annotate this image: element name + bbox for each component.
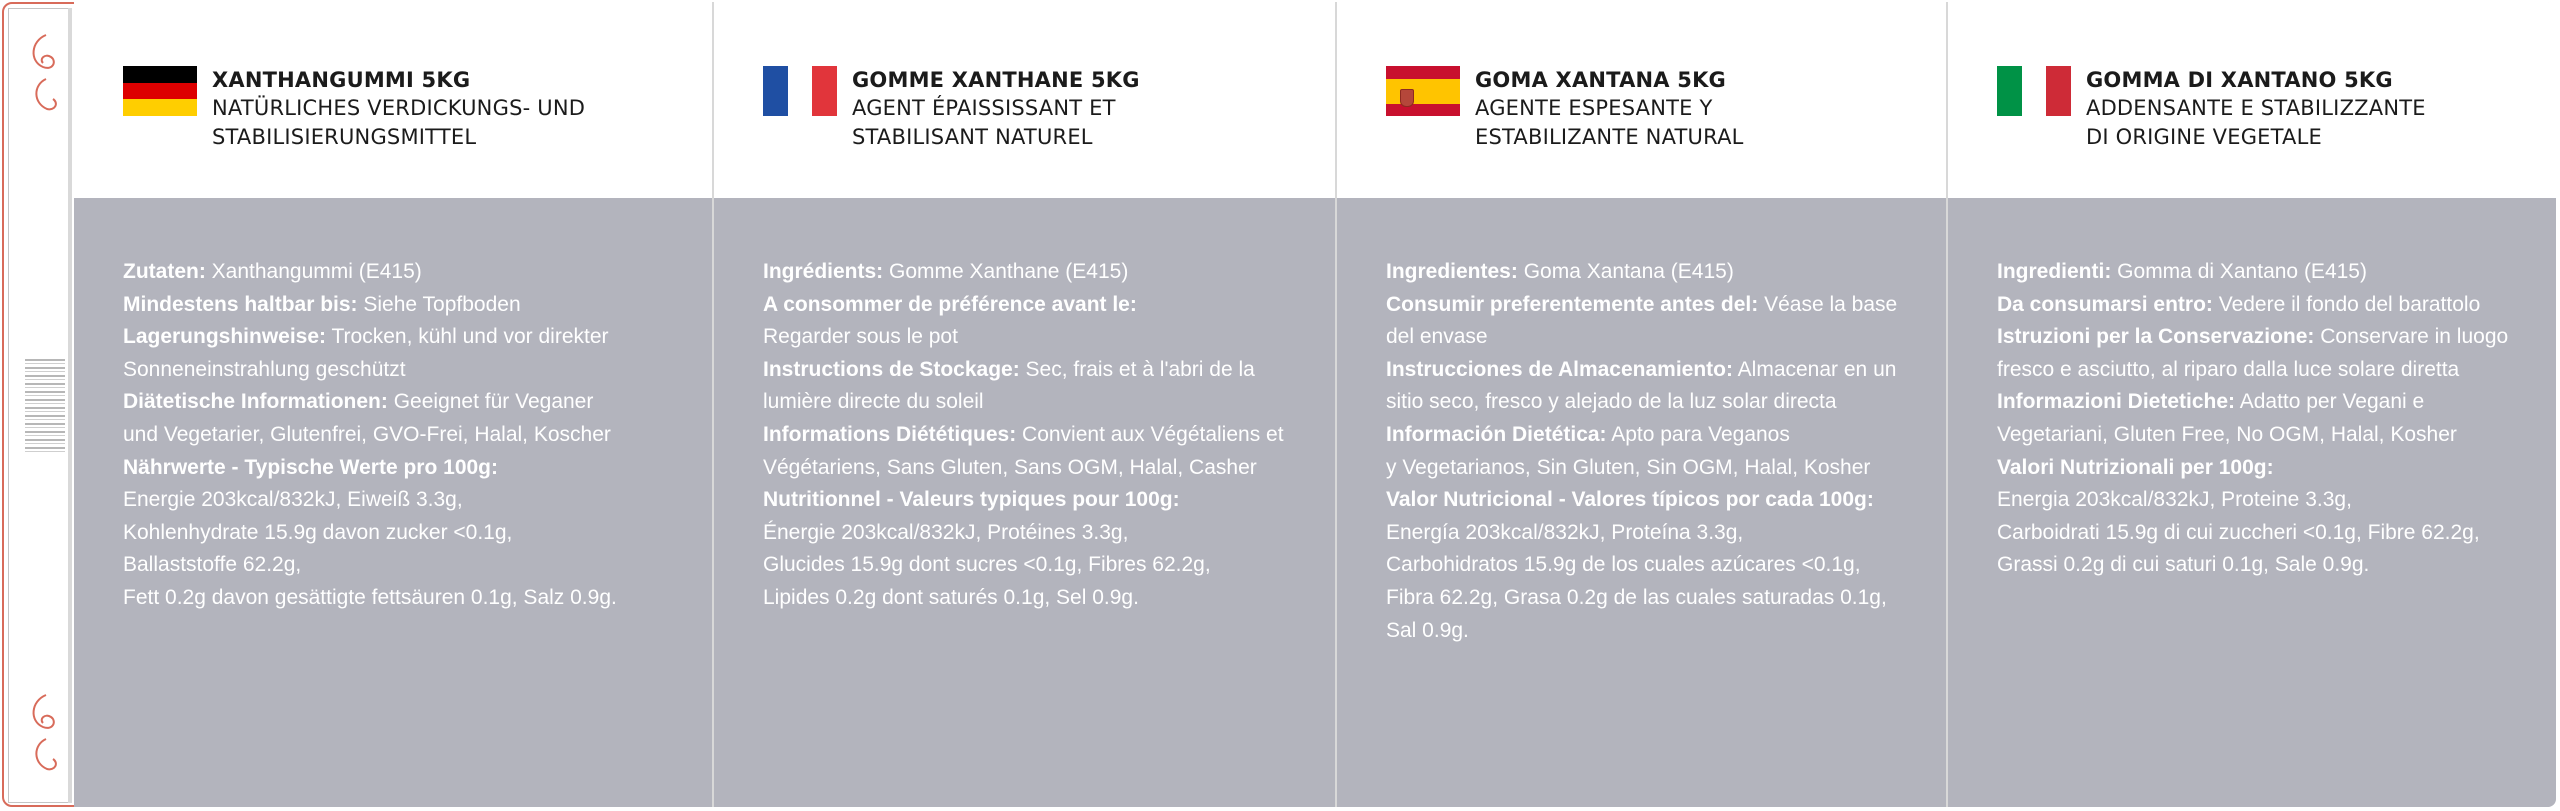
info-line (763, 321, 1317, 354)
product-info (1997, 256, 2538, 582)
info-line (1997, 419, 2538, 452)
info-label: Valor Nutricional - Valores típicos por cada 100g: (1386, 488, 1874, 512)
product-subtitle: NATÜRLICHES VERDICKUNGS- UND STABILISIERUNGSMITTEL (212, 96, 586, 149)
info-label: Lagerungshinweise: (123, 325, 327, 349)
panel-info-area (1337, 198, 1946, 807)
info-text: y Vegetarianos, Sin Gluten, Sin OGM, Halal, Kosher (1386, 455, 1871, 479)
info-line (763, 419, 1317, 452)
info-text: Glucides 15.9g dont sucres <0.1g, Fibres 62.2g, (763, 553, 1211, 577)
product-title: GOMMA DI XANTANO 5KG (2086, 68, 2393, 92)
product-info (763, 256, 1317, 615)
flag-italy-icon (1997, 66, 2071, 116)
info-line (123, 452, 694, 485)
label-spine (8, 8, 72, 803)
info-line (763, 452, 1317, 485)
info-text: fresco e asciutto, al riparo dalla luce solare diretta (1997, 357, 2460, 381)
info-line (1386, 517, 1928, 550)
info-text: Energia 203kcal/832kJ, Proteine 3.3g, (1997, 488, 2352, 512)
info-line (1386, 419, 1928, 452)
info-text: Xanthangummi (E415) (205, 260, 422, 283)
info-text: Lipides 0.2g dont saturés 0.1g, Sel 0.9g. (763, 585, 1139, 609)
info-text: Energie 203kcal/832kJ, Eiweiß 3.3g, (123, 488, 463, 512)
info-line (1386, 549, 1928, 582)
info-line (1386, 582, 1928, 615)
panel-header (1337, 2, 1946, 198)
info-line (1997, 452, 2538, 485)
panel-info-area (1948, 198, 2556, 807)
panel-spanish (1337, 2, 1948, 807)
info-line (123, 256, 694, 289)
info-line (123, 419, 694, 452)
info-text: Trocken, kühl und vor direkter (326, 325, 609, 349)
info-label: Ingrédients: (763, 260, 884, 283)
panel-french (714, 2, 1337, 807)
info-line (1386, 354, 1928, 387)
info-line (1997, 386, 2538, 419)
info-line (1386, 452, 1928, 485)
info-line (763, 582, 1317, 615)
info-text: sitio seco, fresco y alejado de la luz solar directa (1386, 390, 1837, 414)
spine-divider (68, 8, 72, 803)
info-line (1997, 354, 2538, 387)
info-text: Vegetariani, Gluten Free, No OGM, Halal, Kosher (1997, 422, 2457, 446)
info-text: Regarder sous le pot (763, 325, 958, 349)
info-line (123, 289, 694, 322)
info-text: Fibra 62.2g, Grasa 0.2g de las cuales saturadas 0.1g, (1386, 585, 1887, 609)
info-line (763, 289, 1317, 322)
flag-france-icon (763, 66, 837, 116)
info-line (123, 517, 694, 550)
info-line (763, 256, 1317, 289)
info-text: Ballaststoffe 62.2g, (123, 553, 302, 577)
info-label: Diätetische Informationen: (123, 390, 388, 414)
info-line (763, 386, 1317, 419)
info-line (1386, 386, 1928, 419)
swirl-ornament-icon (23, 689, 69, 773)
product-info (1386, 256, 1928, 647)
flag-germany-icon (123, 66, 197, 116)
panel-header (1948, 2, 2556, 198)
info-line (1997, 289, 2538, 322)
product-subtitle: AGENT ÉPAISSISSANT ET STABILISANT NATUREL (852, 96, 1116, 149)
info-line (123, 354, 694, 387)
info-line (123, 386, 694, 419)
info-line (1386, 289, 1928, 322)
info-line (1997, 256, 2538, 289)
info-line (763, 517, 1317, 550)
product-info (123, 256, 694, 615)
info-text: Goma Xantana (E415) (1517, 260, 1734, 283)
info-line (123, 549, 694, 582)
info-label: Informazioni Dietetiche: (1997, 390, 2236, 414)
info-line (1997, 484, 2538, 517)
flag-spain-icon (1386, 66, 1460, 116)
product-subtitle: AGENTE ESPESANTE Y ESTABILIZANTE NATURAL (1475, 96, 1744, 149)
barcode-icon (25, 359, 65, 455)
panel-info-area (714, 198, 1335, 807)
info-label: Da consumarsi entro: (1997, 292, 2213, 316)
info-text: Sal 0.9g. (1386, 618, 1469, 642)
panel-header (714, 2, 1335, 198)
panel-italian (1948, 2, 2556, 807)
info-label: Consumir preferentemente antes del: (1386, 292, 1759, 316)
panel-header (74, 2, 712, 198)
info-label: Instrucciones de Almacenamiento: (1386, 357, 1733, 381)
info-label: Instructions de Stockage: (763, 357, 1020, 381)
info-text: Gomma di Xantano (E415) (2111, 260, 2367, 283)
info-line (1386, 321, 1928, 354)
info-line (123, 484, 694, 517)
info-line (763, 484, 1317, 517)
product-title: GOMME XANTHANE 5KG (852, 68, 1140, 92)
info-text: Convient aux Végétaliens et (1016, 422, 1284, 446)
info-label: Informations Diététiques: (763, 422, 1017, 446)
info-text: Almacenar en un (1732, 357, 1897, 381)
product-title: XANTHANGUMMI 5KG (212, 68, 471, 92)
info-text: Energía 203kcal/832kJ, Proteína 3.3g, (1386, 520, 1744, 544)
info-text: Carboidrati 15.9g di cui zuccheri <0.1g, Fibre 62.2g, (1997, 520, 2480, 544)
info-text: Sonneneinstrahlung geschützt (123, 357, 406, 381)
info-line (123, 582, 694, 615)
info-text: Énergie 203kcal/832kJ, Protéines 3.3g, (763, 520, 1129, 544)
info-text: Geeignet für Veganer (387, 390, 594, 414)
info-label: Información Dietética: (1386, 422, 1607, 446)
info-text: Sec, frais et à l'abri de la (1019, 357, 1255, 381)
info-line (123, 321, 694, 354)
info-label: Zutaten: (123, 260, 206, 283)
info-text: Apto para Veganos (1606, 422, 1790, 446)
label-panels (74, 2, 2556, 807)
info-text: Grassi 0.2g di cui saturi 0.1g, Sale 0.9g. (1997, 553, 2370, 577)
info-line (1386, 256, 1928, 289)
product-title: GOMA XANTANA 5KG (1475, 68, 1726, 92)
info-text: lumière directe du soleil (763, 390, 984, 414)
info-line (1997, 321, 2538, 354)
info-text: Vedere il fondo del barattolo (2212, 292, 2481, 316)
info-line (1997, 549, 2538, 582)
info-line (763, 354, 1317, 387)
info-text: del envase (1386, 325, 1488, 349)
info-label: Ingredientes: (1386, 260, 1518, 283)
panel-german (74, 2, 714, 807)
info-label: Nährwerte - Typische Werte pro 100g: (123, 455, 498, 479)
info-text: Véase la base (1758, 292, 1898, 316)
info-text: Gomme Xanthane (E415) (883, 260, 1129, 283)
info-label: Ingredienti: (1997, 260, 2112, 283)
info-text: Fett 0.2g davon gesättigte fettsäuren 0.1g, Salz 0.9g. (123, 585, 617, 609)
info-line (1997, 517, 2538, 550)
info-text: Kohlenhydrate 15.9g davon zucker <0.1g, (123, 520, 513, 544)
info-text: und Vegetarier, Glutenfrei, GVO-Frei, Halal, Koscher (123, 422, 611, 446)
info-text: Carbohidratos 15.9g de los cuales azúcares <0.1g, (1386, 553, 1861, 577)
info-line (1386, 615, 1928, 648)
info-text: Adatto per Vegani e (2235, 390, 2425, 414)
panel-info-area (74, 198, 712, 807)
info-text: Végétariens, Sans Gluten, Sans OGM, Halal, Casher (763, 455, 1257, 479)
info-text: Siehe Topfboden (357, 292, 521, 316)
info-label: Valori Nutrizionali per 100g: (1997, 455, 2274, 479)
info-text: Conservare in luogo (2314, 325, 2509, 349)
info-line (763, 549, 1317, 582)
info-label: A consommer de préférence avant le: (763, 292, 1137, 316)
swirl-ornament-icon (23, 31, 69, 115)
info-label: Mindestens haltbar bis: (123, 292, 358, 316)
info-label: Nutritionnel - Valeurs typiques pour 100g: (763, 488, 1180, 512)
product-subtitle: ADDENSANTE E STABILIZZANTE DI ORIGINE VEGETALE (2086, 96, 2426, 149)
info-label: Istruzioni per la Conservazione: (1997, 325, 2315, 349)
info-line (1386, 484, 1928, 517)
